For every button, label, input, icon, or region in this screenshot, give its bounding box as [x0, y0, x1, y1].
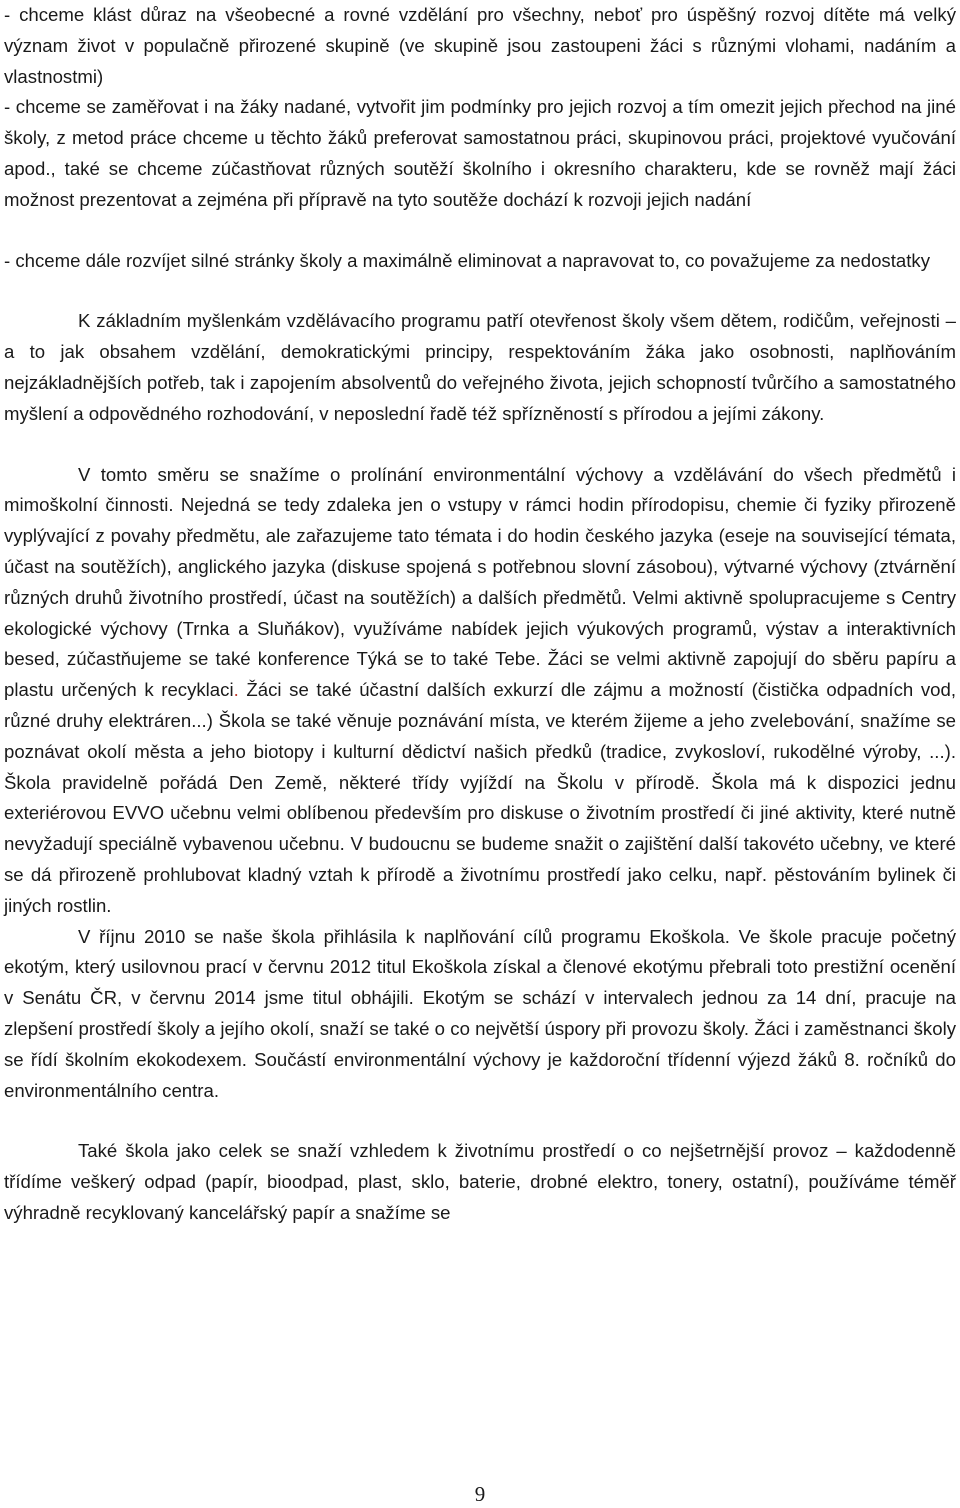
paragraph-core-ideas: K základním myšlenkám vzdělávacího programu patří otevřenost školy všem dětem, rodičům, veřejnosti – a to jak obsahem vzdělání, demokratickými principy, respektováním žáka jako osobnosti, naplňováním nejzákladnějších potřeb, tak i zapojením absolventů do veřejného života, jejich schopností tvůrčího a samostatného myšlení a odpovědného rozhodování, v neposlední řadě též spřízněností s přírodou a jejími zákony. — [4, 310, 956, 424]
paragraph-strengths: - chceme dále rozvíjet silné stránky školy a maximálně eliminovat a napravovat to, co považujeme za nedostatky — [4, 249, 930, 271]
paragraph-gifted-pupils: - chceme se zaměřovat i na žáky nadané, vytvořit jim podmínky pro jejich rozvoj a tím omezit jejich přechod na jiné školy, z metod práce chceme u těchto žáků preferovat samostatnou práci, skupinovou práci, projektové vyučování apod., také se chceme zúčastňovat různých soutěží školního i okresního charakteru, kde se rovněž mají žáci možnost prezentovat a zejména při přípravě na tyto soutěže dochází k rozvoji jejich nadání — [4, 96, 956, 210]
page-number: 9 — [474, 1482, 486, 1506]
paragraph-environmental-education — [4, 460, 956, 922]
paragraph-environmental-education-text: V tomto směru se snažíme o prolínání environmentální výchovy a vzdělávání do všech předmětů i mimoškolní činnosti. Nejedná se tedy zdaleka jen o vstupy v rámci hodin přírodopisu, chemie či fyziky přirozeně vyplývající z povahy předmětu, ale zařazujeme tato témata i do hodin českého jazyka (eseje na související témata, účast na soutěžích), anglického jazyka (diskuse spojená s potřebnou slovní zásobou), výtvarné výchovy (ztvárnění různých druhů životního prostředí, účast na soutěžích) a dalších předmětů. Velmi aktivně spolupracujeme s Centry ekologické výchovy (Trnka a Sluňákov), využíváme nabídek jejich výukových programů, výstav a interaktivních besed, zúčastňujeme se také konference Týká se to také Tebe. Žáci se velmi aktivně zapojují do sběru papíru a plastu určených k recyklaci — [4, 463, 956, 701]
document-page — [4, 0, 956, 1229]
paragraph-waste-sorting: Také škola jako celek se snaží vzhledem k životnímu prostředí o co nejšetrnější provoz – každodenně třídíme veškerý odpad (papír, bioodpad, plast, sklo, baterie, drobné elektro, tonery, ostatní), používáme téměř výhradně recyklovaný kancelářský papír a snažíme se — [4, 1140, 956, 1223]
paragraph-equal-education: - chceme klást důraz na všeobecné a rovné vzdělání pro všechny, neboť pro úspěšný rozvoj dítěte má velký význam život v populačně přirozené skupině (ve skupině jsou zastoupeni žáci s různými vlohami, nadáním a vlastnostmi) — [4, 4, 956, 87]
paragraph-excursions-text: Žáci se také účastní dalších exkurzí dle zájmu a možností (čistička odpadních vod, různé druhy elektráren...) Škola se také věnuje poznávání místa, ve kterém žijeme a jeho zvelebování, snažíme se poznávat okolí města a jeho biotopy i kulturní dědictví našich předků (tradice, zvykosloví, rukodělné výroby, ...). Škola pravidelně pořádá Den Země, některé třídy vyjíždí na Školu v přírodě. Škola má k dispozici jednu exteriérovou EVVO učebnu velmi oblíbenou především pro diskuse o životním prostředí či jiné aktivity, které nutně nevyžadují speciálně vybavenou učebnu. V budoucnu se budeme snažit o zajištění další takovéto učebny, ve které se dá přirozeně prohlubovat kladný vztah k přírodě a životnímu prostředí jako celku, např. pěstováním bylinek či jiných rostlin. — [4, 679, 956, 916]
paragraph-ecoschool: V říjnu 2010 se naše škola přihlásila k naplňování cílů programu Ekoškola. Ve škole pracuje početný ekotým, který usilovnou prací v červnu 2012 titul Ekoškola získal a členové ekotýmu přebrali toto prestižní ocenění v Senátu ČR, v červnu 2014 jsme titul obhájili. Ekotým se schází v intervalech jednou za 14 dní, pracuje na zlepšení prostředí školy a jejího okolí, snaží se také o co největší úspory při provozu školy. Žáci i zaměstnanci školy se řídí školním ekokodexem. Součástí environmentální výchovy je každoroční třídenní výjezd žáků 8. ročníků do environmentálního centra. — [4, 925, 956, 1101]
red-period: . — [233, 679, 239, 701]
